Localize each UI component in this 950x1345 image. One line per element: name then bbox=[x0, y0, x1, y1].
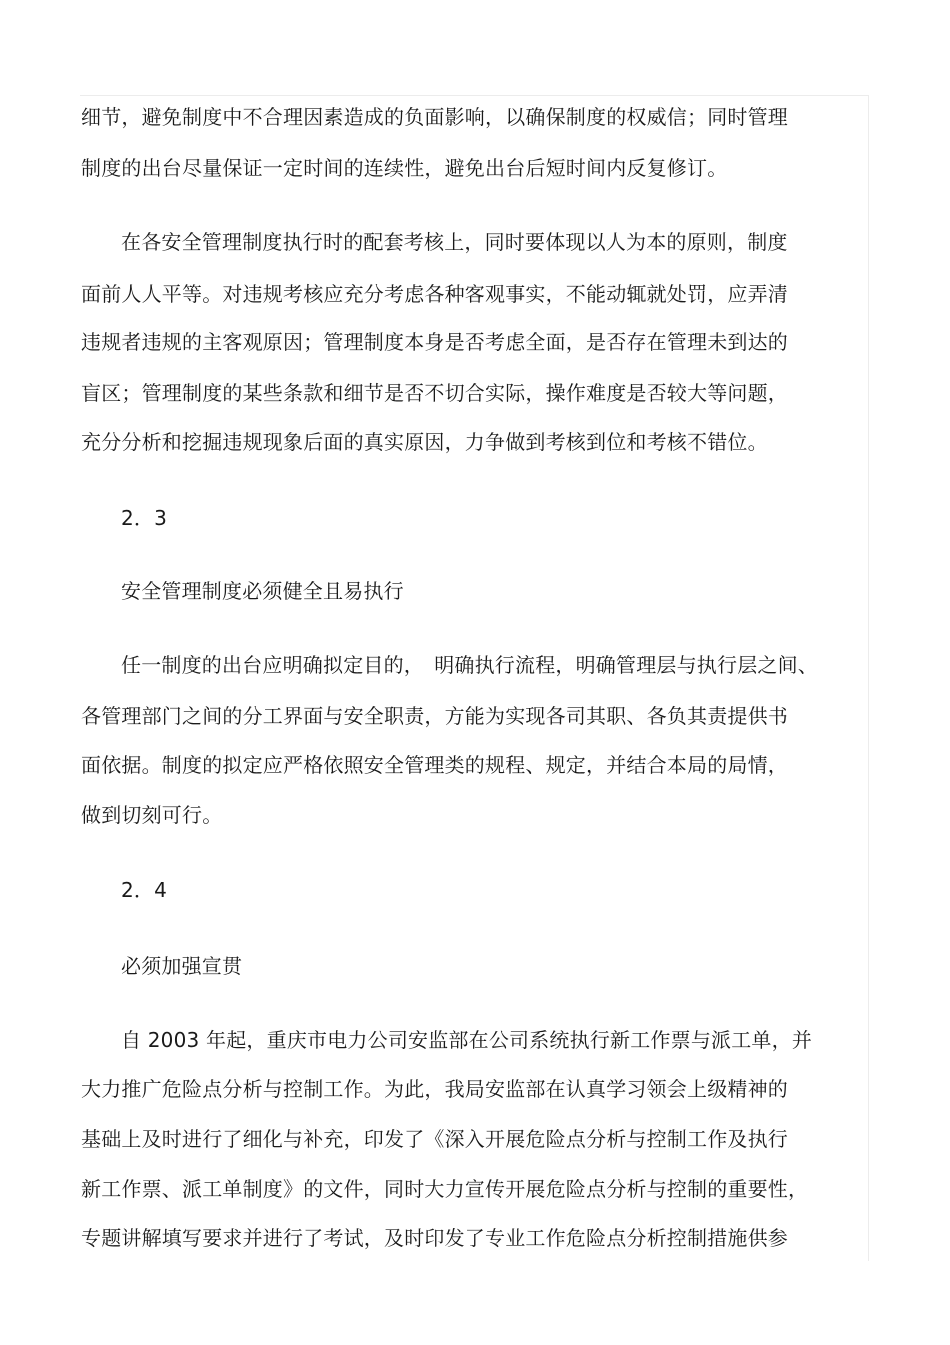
section-heading: 必须加强宣贯 bbox=[121, 954, 243, 978]
text-line: 违规者违规的主客观原因；管理制度本身是否考虑全面，是否存在管理未到达的 bbox=[81, 330, 788, 354]
text-line: 细节，避免制度中不合理因素造成的负面影响，以确保制度的权威信；同时管理 bbox=[81, 105, 788, 129]
text-line: 制度的出台尽量保证一定时间的连续性，避免出台后短时间内反复修订。 bbox=[81, 156, 728, 180]
text-line: 充分分析和挖掘违规现象后面的真实原因，力争做到考核到位和考核不错位。 bbox=[81, 430, 768, 454]
text-line: 做到切刻可行。 bbox=[81, 803, 223, 827]
text-line: 自 2003 年起，重庆市电力公司安监部在公司系统执行新工作票与派工单，并 bbox=[121, 1028, 813, 1052]
text-line: 盲区；管理制度的某些条款和细节是否不切合实际，操作难度是否较大等问题， bbox=[81, 381, 788, 405]
text-line: 大力推广危险点分析与控制工作。为此，我局安监部在认真学习领会上级精神的 bbox=[81, 1077, 788, 1101]
text-line: 面依据。制度的拟定应严格依照安全管理类的规程、规定，并结合本局的局情， bbox=[81, 753, 788, 777]
section-number: 2．3 bbox=[121, 506, 168, 530]
text-line: 面前人人平等。对违规考核应充分考虑各种客观事实，不能动辄就处罚，应弄清 bbox=[81, 282, 788, 306]
text-line: 在各安全管理制度执行时的配套考核上，同时要体现以人为本的原则，制度 bbox=[121, 230, 788, 254]
section-number: 2．4 bbox=[121, 878, 168, 902]
text-line: 新工作票、派工单制度》的文件，同时大力宣传开展危险点分析与控制的重要性， bbox=[81, 1177, 809, 1201]
section-heading: 安全管理制度必须健全且易执行 bbox=[121, 579, 404, 603]
text-line: 专题讲解填写要求并进行了考试，及时印发了专业工作危险点分析控制措施供参 bbox=[81, 1226, 788, 1250]
text-line: 各管理部门之间的分工界面与安全职责，方能为实现各司其职、各负其责提供书 bbox=[81, 704, 788, 728]
text-line: 任一制度的出台应明确拟定目的， 明确执行流程，明确管理层与执行层之间、 bbox=[121, 653, 818, 677]
text-line: 基础上及时进行了细化与补充，印发了《深入开展危险点分析与控制工作及执行 bbox=[81, 1127, 788, 1151]
